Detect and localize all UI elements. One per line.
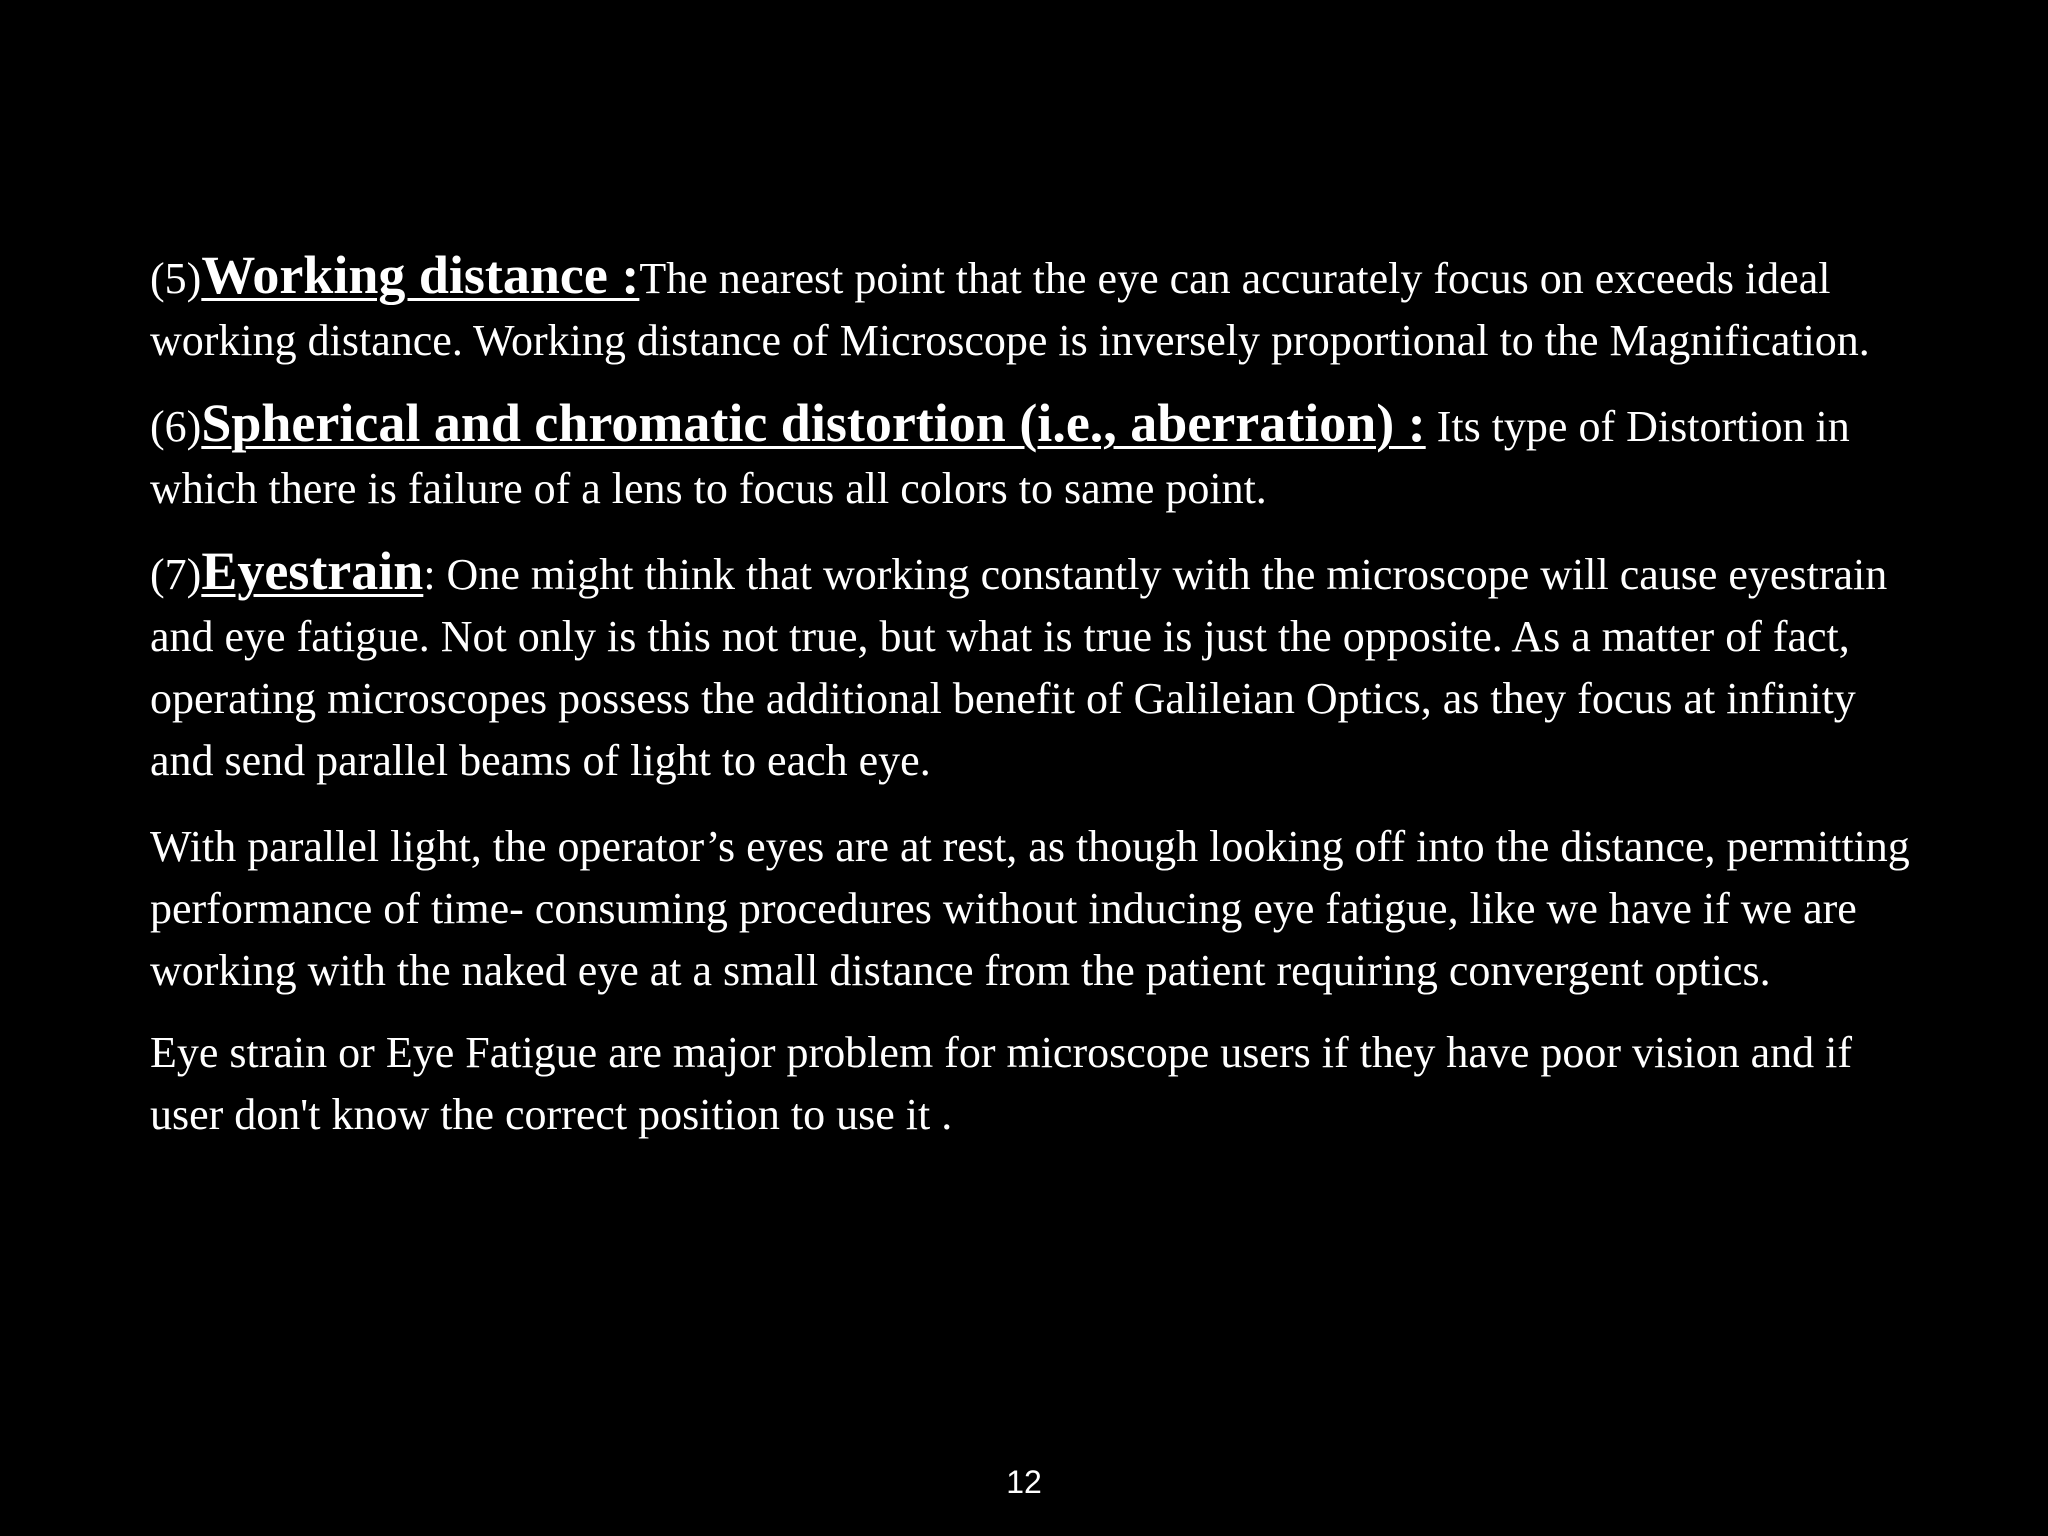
item-eyestrain bbox=[150, 540, 1910, 792]
item-number: (7) bbox=[150, 550, 202, 599]
page-number: 12 bbox=[1006, 1464, 1042, 1500]
paragraph-eye-fatigue: Eye strain or Eye Fatigue are major problem for microscope users if they have poor vision and if user don't know the correct position to use it . bbox=[150, 1028, 1853, 1139]
item-heading: Working distance : bbox=[201, 245, 640, 305]
item-number: (5) bbox=[150, 254, 202, 303]
item-working-distance bbox=[150, 244, 1910, 372]
item-body: The nearest point that the eye can accurately focus on exceeds ideal working distance. Working distance of Microscope is inversely proportional to the Magnification. bbox=[150, 254, 1870, 365]
item-spherical-chromatic-distortion bbox=[150, 392, 1910, 520]
slide-content bbox=[150, 244, 1910, 1166]
item-heading: Spherical and chromatic distortion (i.e., aberration) : bbox=[201, 393, 1426, 453]
item-body: Its type of Distortion in which there is failure of a lens to focus all colors to same point. bbox=[150, 402, 1850, 513]
paragraph-parallel-light: With parallel light, the operator’s eyes are at rest, as though looking off into the distance, permitting performance of time- consuming procedures without inducing eye fatigue, like we have if we are working with the naked eye at a small distance from the patient requiring convergent optics. bbox=[150, 822, 1910, 995]
item-heading: Eyestrain bbox=[201, 541, 424, 601]
item-number: (6) bbox=[150, 402, 202, 451]
item-body: : One might think that working constantly with the microscope will cause eyestrain and eye fatigue. Not only is this not true, but what is true is just the opposite. As a matter of fact, operating microscopes possess the additional benefit of Galileian Optics, as they focus at infinity and send parallel beams of light to each eye. bbox=[150, 550, 1888, 785]
